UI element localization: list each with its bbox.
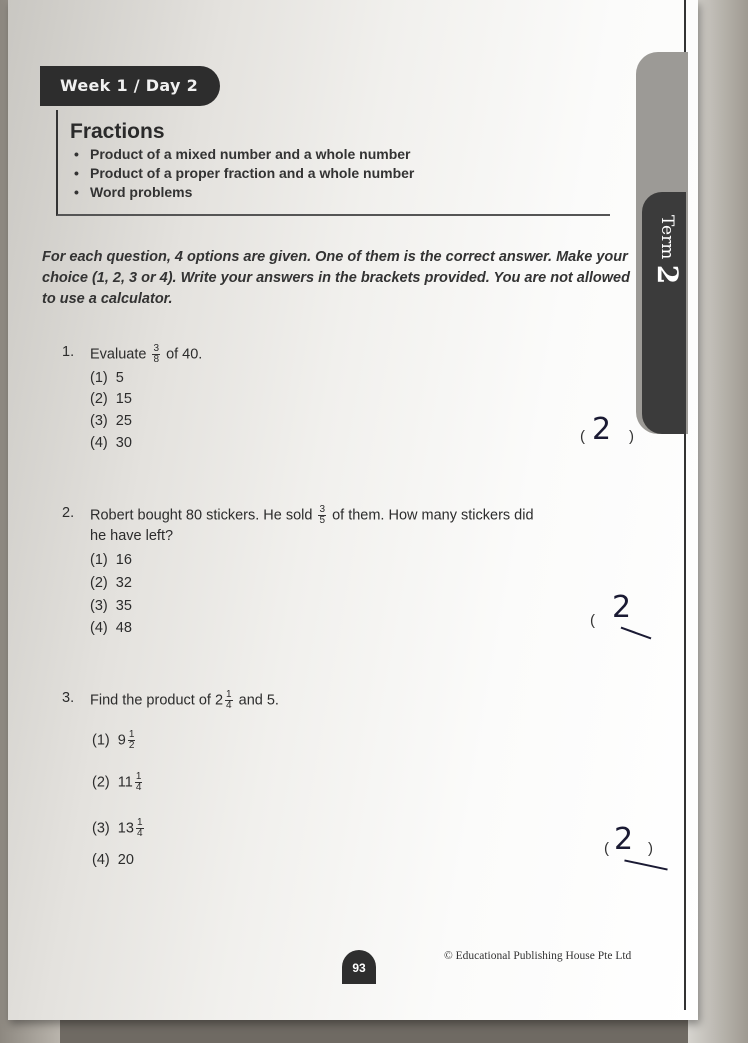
denominator: 8 xyxy=(153,354,160,365)
option-value: 20 xyxy=(117,852,134,868)
topic-item: • Word problems xyxy=(74,183,414,202)
topic-item: • Product of a mixed number and a whole number xyxy=(74,145,414,164)
option xyxy=(90,552,132,568)
option-label: (2) xyxy=(90,575,108,591)
option-label: (1) xyxy=(92,732,110,749)
option-label: (3) xyxy=(90,598,108,614)
instructions: For each question, 4 options are given. One of them is the correct answer. Make your choice (1, 2, 3 or 4). Write your answers in the brackets provided. You are not allowed to use a calculator. xyxy=(42,249,630,307)
option xyxy=(90,620,132,636)
numerator: 1 xyxy=(136,817,143,828)
option-label: (3) xyxy=(92,820,110,837)
option-label: (4) xyxy=(90,620,108,636)
option-label: (4) xyxy=(92,852,110,868)
fraction xyxy=(318,505,326,526)
option xyxy=(92,772,144,793)
stem-text: he have left? xyxy=(90,528,174,544)
handwritten-answer: 2 xyxy=(612,590,632,625)
question-stem xyxy=(90,505,650,546)
handwritten-answer: 2 xyxy=(614,822,634,857)
option-value: 32 xyxy=(115,575,132,591)
stem-text: Evaluate xyxy=(90,346,147,363)
numerator: 1 xyxy=(128,729,135,740)
option xyxy=(90,575,132,591)
fraction xyxy=(225,690,233,711)
numerator: 1 xyxy=(226,689,232,700)
topic-title: Fractions xyxy=(70,120,165,143)
denominator: 4 xyxy=(226,700,232,711)
fraction xyxy=(128,730,136,751)
question-stem xyxy=(90,344,650,365)
week-banner: Week 1 / Day 2 xyxy=(40,66,220,106)
option-value: 15 xyxy=(115,391,132,407)
bracket-open: ( xyxy=(604,840,609,857)
question-number: 3. xyxy=(62,690,75,706)
option-value: 16 xyxy=(115,552,132,568)
option xyxy=(90,435,132,451)
term-label xyxy=(644,200,684,300)
numerator: 3 xyxy=(153,343,160,354)
option-value: 35 xyxy=(115,598,132,614)
numerator: 3 xyxy=(319,504,326,515)
option xyxy=(90,598,132,614)
option-value: 30 xyxy=(115,435,132,451)
option-label: (3) xyxy=(90,413,108,429)
numerator: 1 xyxy=(135,771,142,782)
fraction xyxy=(152,344,160,365)
stem-text: and 5. xyxy=(238,692,279,709)
term-text: Term xyxy=(657,215,677,260)
option-label: (2) xyxy=(90,391,108,407)
option-value: 48 xyxy=(115,620,132,636)
topic-item: • Product of a proper fraction and a whole number xyxy=(74,164,414,183)
option-value: 5 xyxy=(115,370,124,386)
option xyxy=(92,730,137,751)
mixed-whole: 13 xyxy=(117,820,134,837)
option-label: (1) xyxy=(90,370,108,386)
stem-text: of them. How many stickers did xyxy=(332,507,534,524)
option xyxy=(92,852,134,868)
page-number: 93 xyxy=(342,950,376,984)
stem-text: Find the product of xyxy=(90,692,211,709)
question-number: 1. xyxy=(62,344,75,360)
bracket-close: ) xyxy=(629,428,634,445)
option xyxy=(90,413,132,429)
copyright: © Educational Publishing House Pte Ltd xyxy=(444,950,632,962)
denominator: 4 xyxy=(136,828,143,839)
option-label: (4) xyxy=(90,435,108,451)
fraction xyxy=(136,818,144,839)
bracket-open: ( xyxy=(590,612,595,629)
topic-list xyxy=(74,145,414,202)
denominator: 2 xyxy=(128,740,135,751)
option-label: (1) xyxy=(90,552,108,568)
fraction xyxy=(135,772,143,793)
term-number: 2 xyxy=(651,265,684,285)
bracket-close: ) xyxy=(648,840,653,857)
question-stem xyxy=(90,690,650,711)
option xyxy=(90,370,124,386)
stem-text: of 40. xyxy=(166,346,203,363)
stem-text: Robert bought 80 stickers. He sold xyxy=(90,507,313,524)
mixed-whole: 9 xyxy=(117,732,126,749)
denominator: 5 xyxy=(319,515,326,526)
option xyxy=(92,818,146,839)
handwritten-answer: 2 xyxy=(592,412,612,447)
mixed-whole: 11 xyxy=(117,774,133,791)
question-number: 2. xyxy=(62,505,75,521)
mixed-whole: 2 xyxy=(214,692,224,709)
denominator: 4 xyxy=(135,782,142,793)
option-value: 25 xyxy=(115,413,132,429)
option xyxy=(90,391,132,407)
bracket-open: ( xyxy=(580,428,585,445)
option-label: (2) xyxy=(92,774,110,791)
